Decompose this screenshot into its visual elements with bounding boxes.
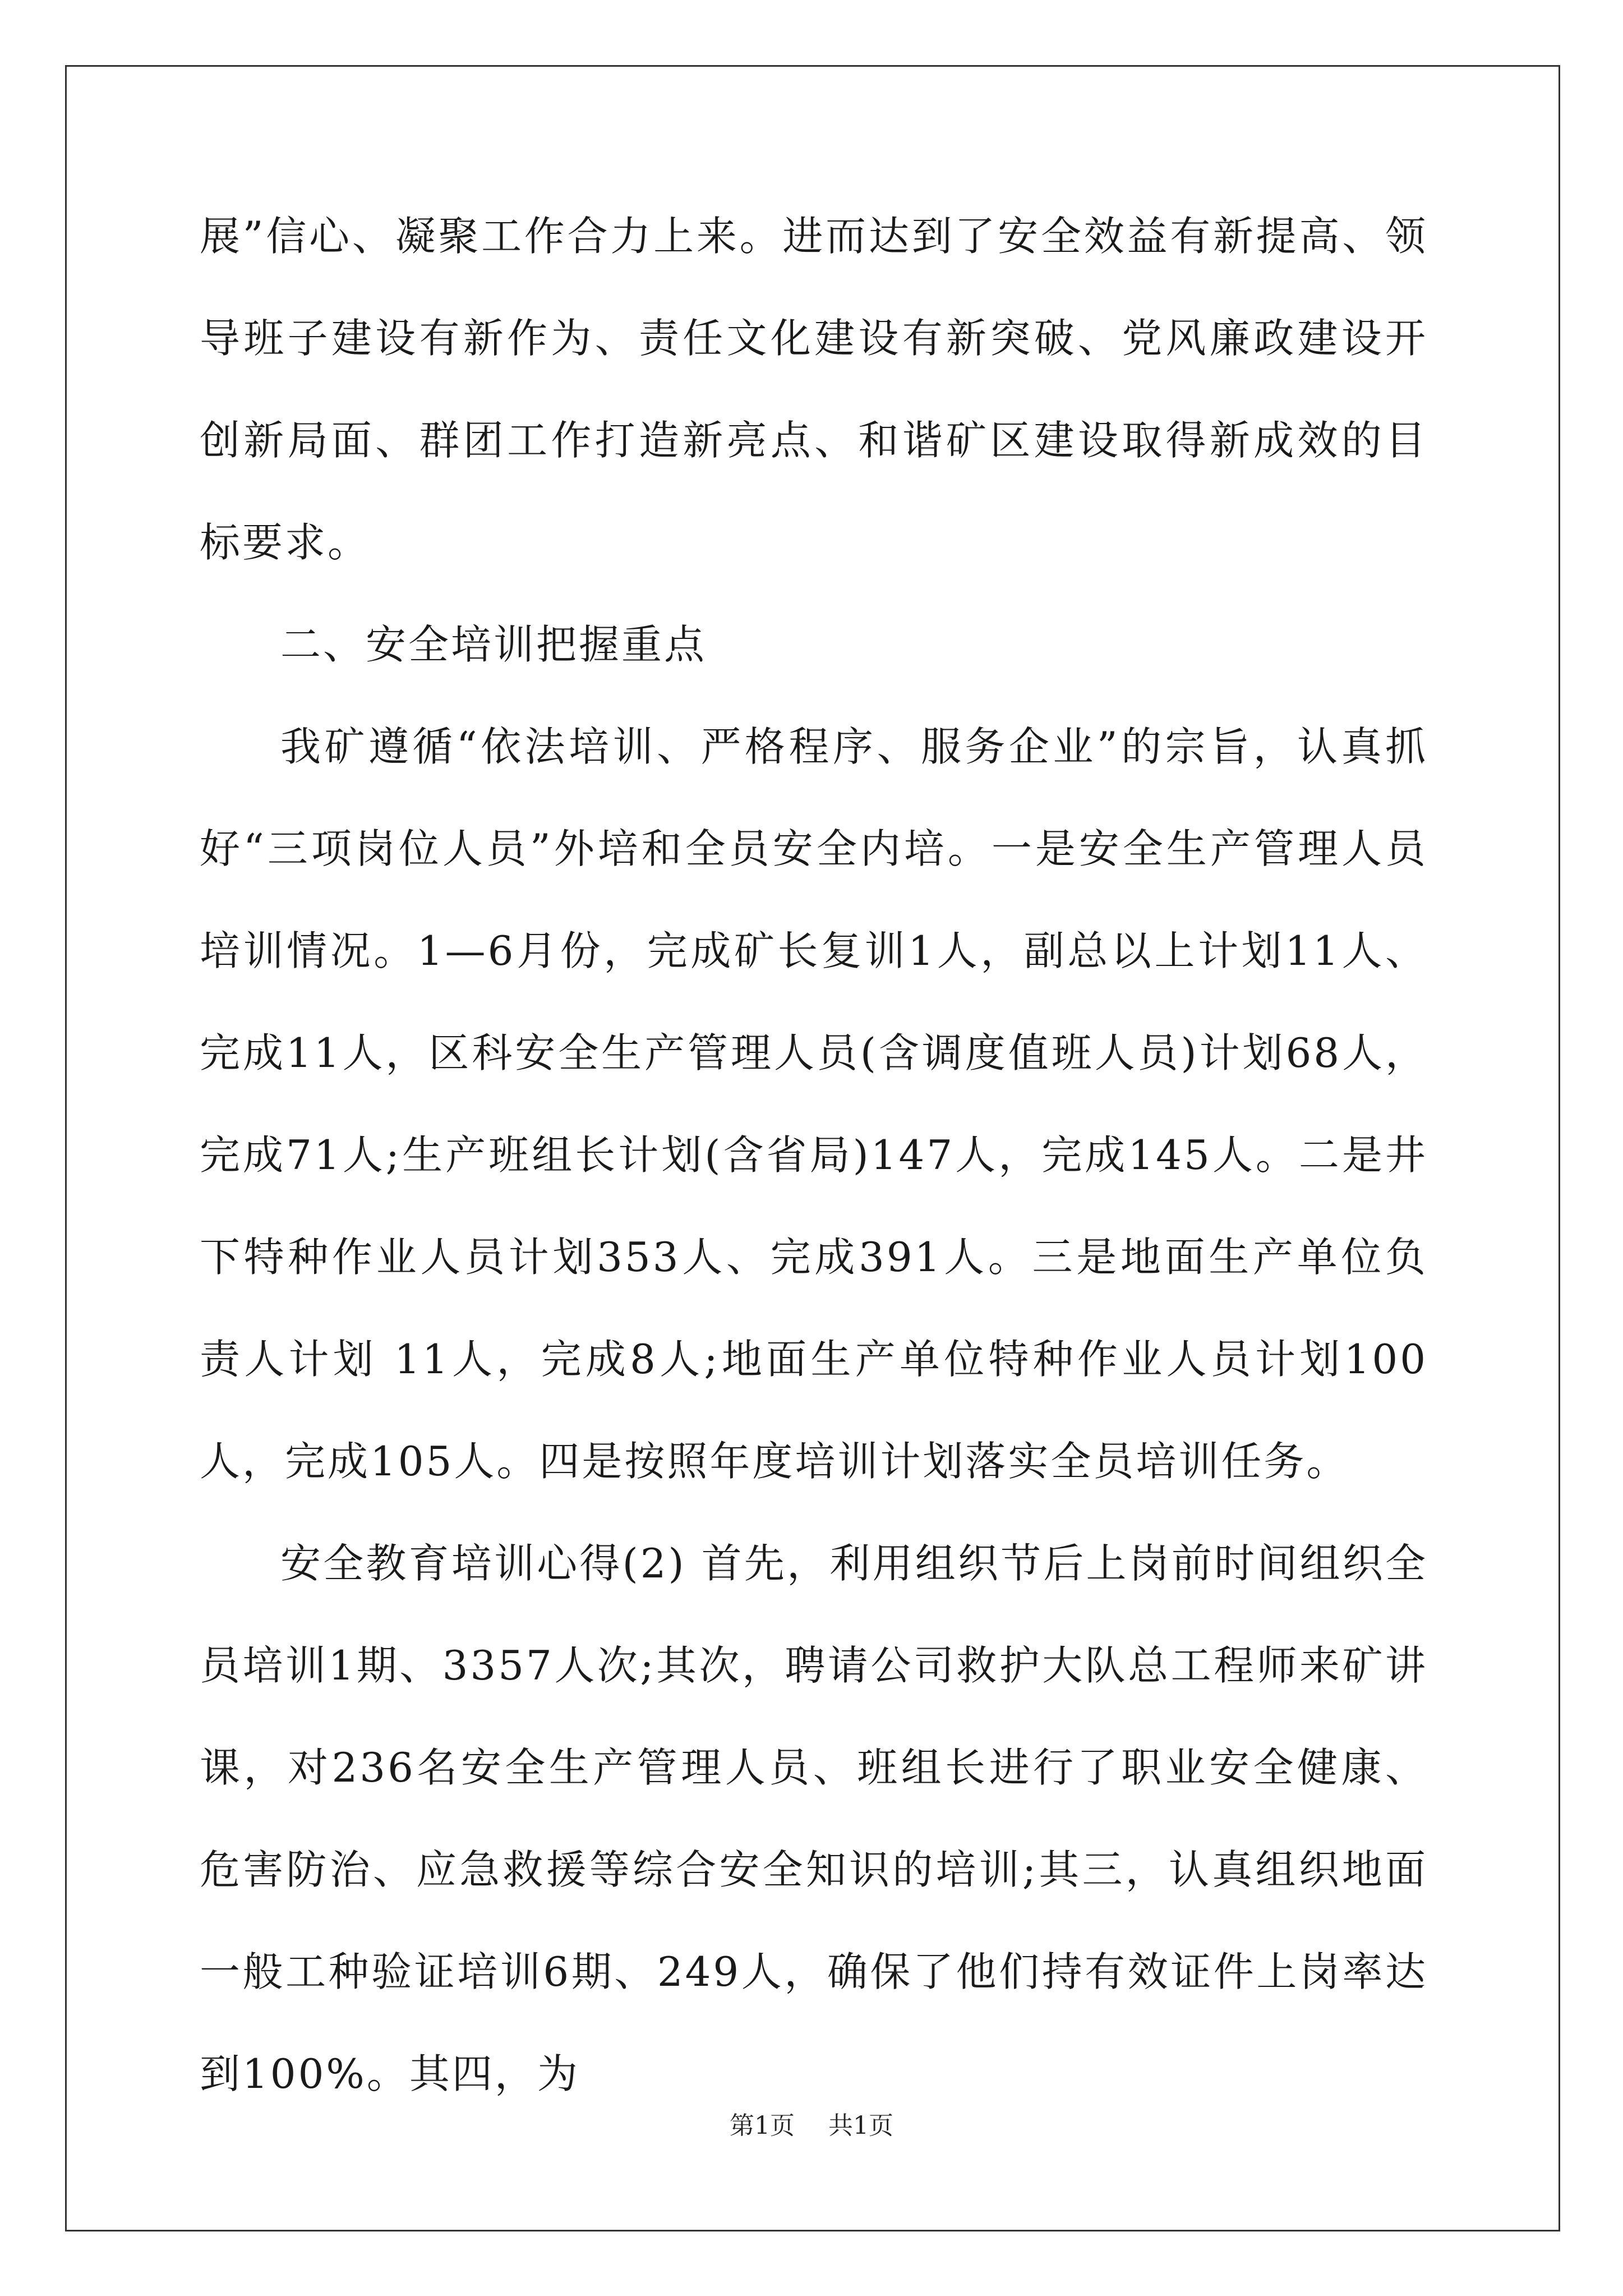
page-number: 第1页 xyxy=(730,2111,795,2140)
page-total: 共1页 xyxy=(828,2111,893,2140)
paragraph-4: 安全教育培训心得(2) 首先，利用组织节后上岗前时间组织全员培训1期、3357人次;其次，聘请公司救护大队总工程师来矿讲课，对236名安全生产管理人员、班组长进行了职业安全健康、危害防治、应急救援等综合安全知识的培训;其三，认真组织地面一般工种验证培训6期、249人，确保了他们持有效证件上岗率达到100%。其四，为 xyxy=(200,1540,1428,2097)
paragraph-3: 我矿遵循“依法培训、严格程序、服务企业”的宗旨，认真抓好“三项岗位人员”外培和全员安全内培。一是安全生产管理人员培训情况。1—6月份，完成矿长复训1人，副总以上计划11人、完成11人，区科安全生产管理人员(含调度值班人员)计划68人，完成71人;生产班组长计划(含省局)147人，完成145人。二是井下特种作业人员计划353人、完成391人。三是地面生产单位负责人计划 11人，完成8人;地面生产单位特种作业人员计划100人，完成105人。四是按照年度培训计划落实全员培训任务。 xyxy=(200,723,1428,1485)
paragraph-1: 展”信心、凝聚工作合力上来。进而达到了安全效益有新提高、领导班子建设有新作为、责任文化建设有新突破、党风廉政建设开创新局面、群团工作打造新亮点、和谐矿区建设取得新成效的目标要求。 xyxy=(200,213,1428,566)
section-heading: 二、安全培训把握重点 xyxy=(280,621,707,668)
document-body xyxy=(200,185,1428,2125)
page-footer xyxy=(0,2109,1623,2143)
